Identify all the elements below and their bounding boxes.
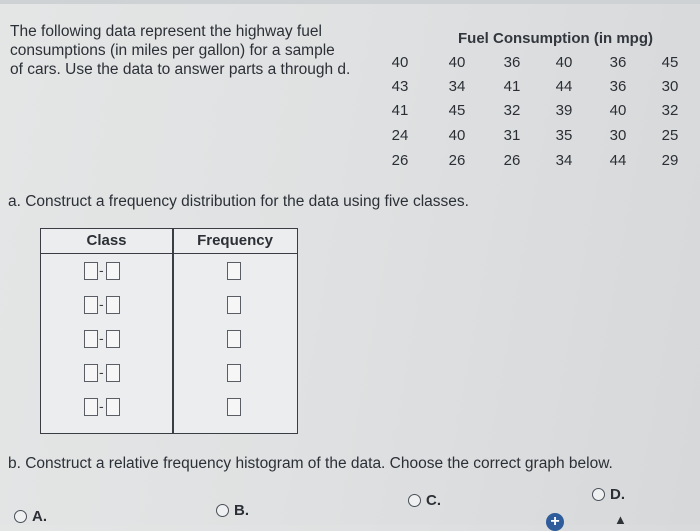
frequency-input[interactable] [227, 296, 241, 314]
frequency-input[interactable] [227, 330, 241, 348]
data-cell: 44 [609, 152, 627, 169]
data-cell: 40 [609, 102, 627, 119]
arrow-up-icon: ▲ [614, 512, 627, 527]
frequency-distribution-table [40, 228, 298, 434]
data-cell: 34 [555, 152, 573, 169]
option-d-label: D. [610, 486, 625, 503]
data-cell: 34 [448, 78, 466, 95]
class-header: Class [86, 232, 127, 249]
data-cell: 40 [555, 54, 573, 71]
data-table-title: Fuel Consumption (in mpg) [458, 30, 653, 47]
dash-separator: - [99, 262, 104, 278]
data-cell: 26 [391, 152, 409, 169]
data-cell: 26 [448, 152, 466, 169]
data-cell: 24 [391, 127, 409, 144]
data-cell: 26 [503, 152, 521, 169]
class-upper-input[interactable] [106, 330, 120, 348]
data-cell: 40 [448, 54, 466, 71]
data-cell: 30 [609, 127, 627, 144]
frequency-input[interactable] [227, 398, 241, 416]
data-cell: 29 [661, 152, 679, 169]
table-row [41, 395, 297, 425]
dash-separator: - [99, 364, 104, 380]
data-cell: 40 [448, 127, 466, 144]
dash-separator: - [99, 398, 104, 414]
data-cell: 41 [503, 78, 521, 95]
dash-separator: - [99, 330, 104, 346]
class-upper-input[interactable] [106, 398, 120, 416]
data-cell: 32 [503, 102, 521, 119]
radio-button-icon[interactable] [592, 488, 605, 501]
data-cell: 36 [609, 78, 627, 95]
radio-button-icon[interactable] [216, 504, 229, 517]
class-lower-input[interactable] [84, 262, 98, 280]
class-upper-input[interactable] [106, 296, 120, 314]
option-c-label: C. [426, 492, 441, 509]
class-upper-input[interactable] [106, 262, 120, 280]
radio-button-icon[interactable] [14, 510, 27, 523]
data-cell: 40 [391, 54, 409, 71]
option-b-label: B. [234, 502, 249, 519]
frequency-input[interactable] [227, 364, 241, 382]
data-cell: 41 [391, 102, 409, 119]
data-cell: 32 [661, 102, 679, 119]
data-cell: 45 [661, 54, 679, 71]
part-a-question: a. Construct a frequency distribution for the data using five classes. [8, 193, 469, 210]
class-lower-input[interactable] [84, 296, 98, 314]
data-cell: 30 [661, 78, 679, 95]
class-lower-input[interactable] [84, 330, 98, 348]
option-a[interactable] [14, 508, 47, 525]
data-cell: 43 [391, 78, 409, 95]
option-d[interactable] [592, 486, 625, 503]
table-row [41, 293, 297, 323]
problem-statement [10, 22, 380, 79]
data-cell: 36 [503, 54, 521, 71]
table-row [41, 327, 297, 357]
part-b-question: b. Construct a relative frequency histogram of the data. Choose the correct graph below. [8, 455, 613, 472]
dash-separator: - [99, 296, 104, 312]
class-lower-input[interactable] [84, 364, 98, 382]
radio-button-icon[interactable] [408, 494, 421, 507]
data-cell: 31 [503, 127, 521, 144]
zoom-in-icon[interactable]: + [546, 513, 564, 531]
data-cell: 36 [609, 54, 627, 71]
intro-line-1: The following data represent the highway fuel [10, 23, 322, 40]
frequency-input[interactable] [227, 262, 241, 280]
option-a-label: A. [32, 508, 47, 525]
intro-line-2: consumptions (in miles per gallon) for a sample [10, 42, 335, 59]
top-divider [0, 0, 700, 4]
intro-line-3: of cars. Use the data to answer parts a through d. [10, 61, 351, 78]
table-row [41, 361, 297, 391]
data-cell: 45 [448, 102, 466, 119]
option-c[interactable] [408, 492, 441, 509]
data-cell: 44 [555, 78, 573, 95]
class-upper-input[interactable] [106, 364, 120, 382]
option-b[interactable] [216, 502, 249, 519]
class-lower-input[interactable] [84, 398, 98, 416]
data-cell: 35 [555, 127, 573, 144]
frequency-header: Frequency [197, 232, 273, 249]
data-cell: 25 [661, 127, 679, 144]
table-header [41, 229, 297, 254]
data-cell: 39 [555, 102, 573, 119]
table-row [41, 259, 297, 289]
